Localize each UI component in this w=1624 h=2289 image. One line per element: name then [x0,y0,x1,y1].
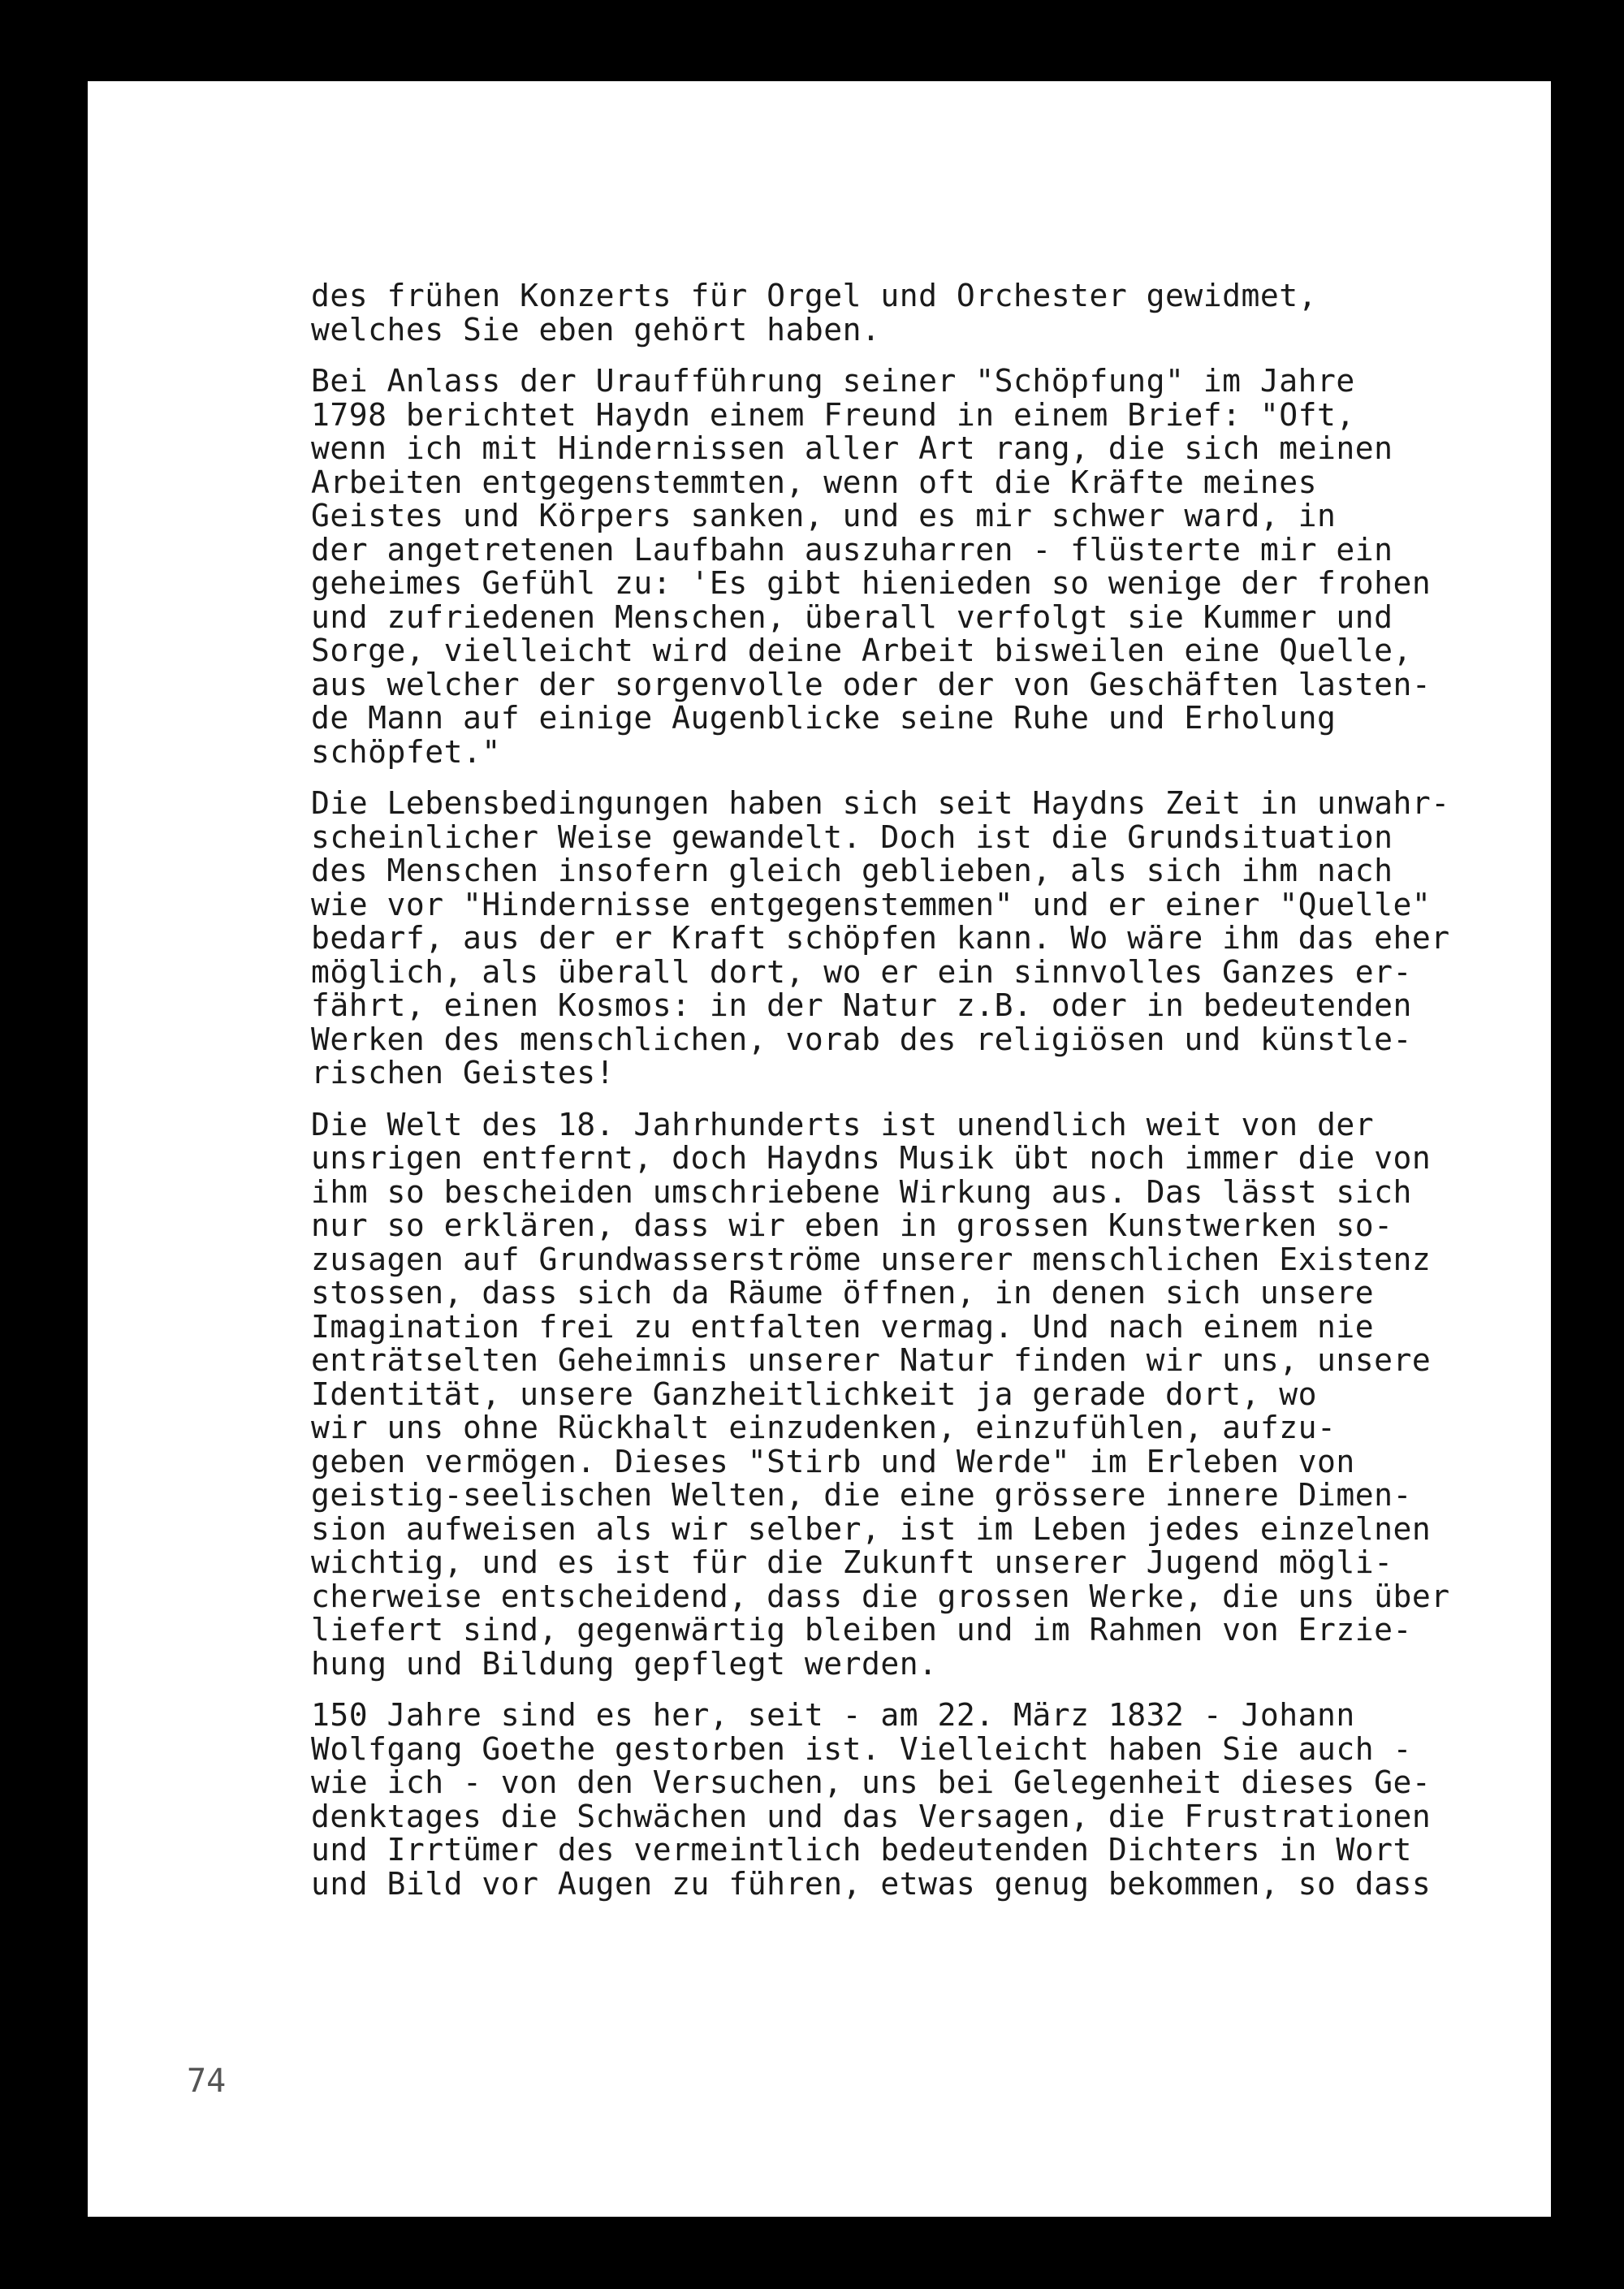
text-line: Die Lebensbedingungen haben sich seit Haydns Zeit in unwahr- [311,785,1450,821]
text-line: unsrigen entfernt, doch Haydns Musik übt noch immer die von [311,1140,1432,1176]
paragraph [311,1699,1551,1901]
text-line: nur so erklären, dass wir eben in grossen Kunstwerken so- [311,1207,1393,1243]
text-line: Geistes und Körpers sanken, und es mir schwer ward, in [311,498,1337,533]
text-line: 1798 berichtet Haydn einem Freund in einem Brief: "Oft, [311,396,1355,433]
text-line: scheinlicher Weise gewandelt. Doch ist die Grundsituation [311,818,1393,855]
text-line: liefert sind, gegenwärtig bleiben und im Rahmen von Erzie- [311,1612,1412,1648]
text-line: hung und Bildung gepflegt werden. [311,1645,938,1682]
text-line: wichtig, und es ist für die Zukunft unserer Jugend mögli- [311,1544,1393,1580]
text-line: aus welcher der sorgenvolle oder der von Geschäften lasten- [311,666,1432,702]
text-line: der angetretenen Laufbahn auszuharren - flüsterte mir ein [311,531,1393,568]
paragraph [311,365,1551,769]
text-line: und Bild vor Augen zu führen, etwas genug bekommen, so dass [311,1865,1432,1902]
text-line: und zufriedenen Menschen, überall verfolgt sie Kummer und [311,598,1393,635]
text-line: schöpfet." [311,733,501,770]
text-line: wir uns ohne Rückhalt einzudenken, einzufühlen, aufzu- [311,1410,1337,1445]
text-line: wenn ich mit Hindernissen aller Art rang, die sich meinen [311,430,1393,466]
text-line: denktages die Schwächen und das Versagen, die Frustrationen [311,1798,1432,1834]
text-line: Werken des menschlichen, vorab des religiösen und künstle- [311,1021,1412,1057]
text-line: möglich, als überall dort, wo er ein sinnvolles Ganzes er- [311,953,1412,990]
text-line: cherweise entscheidend, dass die grossen Werke, die uns über [311,1578,1450,1614]
text-line: geistig-seelischen Welten, die eine grössere innere Dimen- [311,1477,1412,1513]
page-number: 74 [187,2062,227,2100]
text-line: fährt, einen Kosmos: in der Natur z.B. oder in bedeutenden [311,987,1412,1023]
text-line: und Irrtümer des vermeintlich bedeutenden Dichters in Wort [311,1832,1412,1868]
text-line: zusagen auf Grundwasserströme unserer menschlichen Existenz [311,1241,1432,1277]
paragraph [311,787,1551,1091]
text-line: welches Sie eben gehört haben. [311,311,881,348]
text-line: des Menschen insofern gleich geblieben, als sich ihm nach [311,853,1393,888]
text-line: 150 Jahre sind es her, seit - am 22. März 1832 - Johann [311,1697,1355,1733]
text-line: wie vor "Hindernisse entgegenstemmen" und er einer "Quelle" [311,886,1432,922]
text-line: geheimes Gefühl zu: 'Es gibt hienieden so wenige der frohen [311,565,1432,601]
text-line: sion aufweisen als wir selber, ist im Leben jedes einzelnen [311,1510,1432,1547]
text-line: Wolfgang Goethe gestorben ist. Vielleicht haben Sie auch - [311,1730,1412,1767]
text-line: ihm so bescheiden umschriebene Wirkung aus. Das lässt sich [311,1173,1412,1210]
text-line: enträtselten Geheimnis unserer Natur finden wir uns, unsere [311,1342,1432,1378]
text-line: Imagination frei zu entfalten vermag. Und nach einem nie [311,1308,1375,1345]
text-line: bedarf, aus der er Kraft schöpfen kann. Wo wäre ihm das eher [311,920,1450,956]
paragraph [311,279,1551,347]
text-line: wie ich - von den Versuchen, uns bei Gelegenheit dieses Ge- [311,1764,1432,1800]
text-line: Sorge, vielleicht wird deine Arbeit bisweilen eine Quelle, [311,633,1412,668]
text-line: des frühen Konzerts für Orgel und Orchester gewidmet, [311,278,1318,313]
text-line: stossen, dass sich da Räume öffnen, in denen sich unsere [311,1275,1375,1311]
body-text [311,279,1551,1919]
paragraph [311,1108,1551,1682]
text-line: Die Welt des 18. Jahrhunderts ist unendlich weit von der [311,1106,1375,1142]
text-line: geben vermögen. Dieses "Stirb und Werde" im Erleben von [311,1443,1355,1479]
text-line: Bei Anlass der Uraufführung seiner "Schöpfung" im Jahre [311,363,1355,399]
text-line: Identität, unsere Ganzheitlichkeit ja gerade dort, wo [311,1376,1318,1412]
text-line: Arbeiten entgegenstemmten, wenn oft die Kräfte meines [311,464,1318,500]
text-line: rischen Geistes! [311,1055,615,1091]
document-page [88,81,1551,2217]
text-line: de Mann auf einige Augenblicke seine Ruhe und Erholung [311,700,1337,736]
